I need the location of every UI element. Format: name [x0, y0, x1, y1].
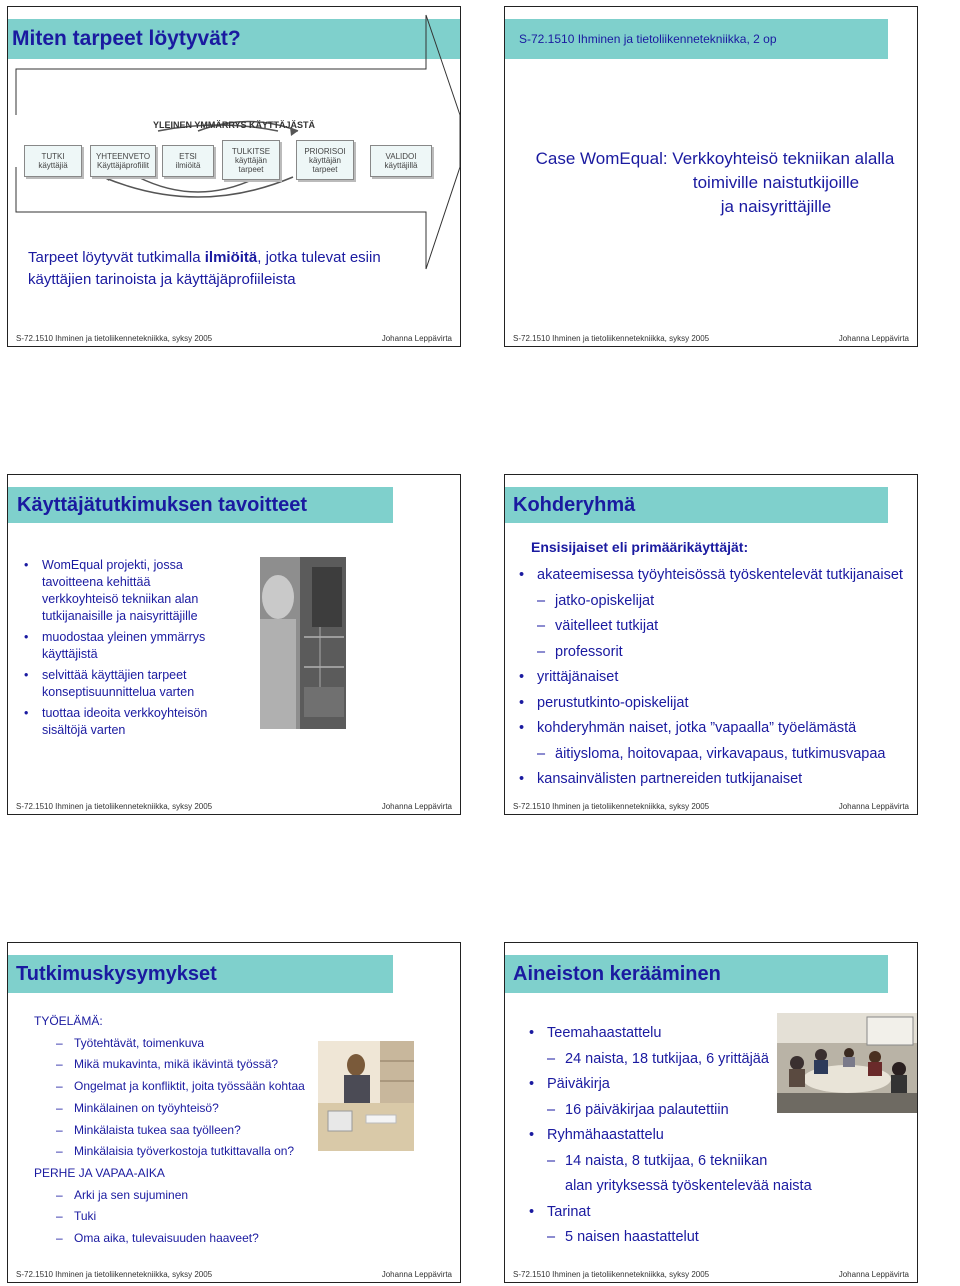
slide-case-womequal — [504, 6, 918, 347]
slide-footer: S-72.1510 Ihminen ja tietoliikennetekniikka, syksy 2005 Johanna Leppävirta — [513, 1270, 909, 1279]
slide-tutkimuskysymykset — [7, 942, 461, 1283]
list-heading: TYÖELÄMÄ: — [34, 1014, 103, 1028]
list-item: • yrittäjänaiset — [515, 665, 915, 691]
list-item: – Minkälaisia työverkostoja tutkittavalla on? — [34, 1141, 454, 1163]
list-item: – Minkälaista tukea saa työlleen? — [34, 1120, 454, 1142]
list-item: • Ryhmähaastattelu — [525, 1123, 905, 1149]
process-header-label: YLEINEN YMMÄRRYS KÄYTTÄJÄSTÄ — [152, 120, 315, 130]
list-item: – 14 naista, 8 tutkijaa, 6 tekniikan — [525, 1149, 905, 1175]
list-item: – 5 naisen haastattelut — [525, 1225, 905, 1251]
process-step-priorisoi: PRIORISOI käyttäjän tarpeet — [296, 140, 354, 180]
target-group-subheading: Ensisijaiset eli primäärikäyttäjät: — [531, 539, 749, 555]
slide-kohderyhma — [504, 474, 918, 815]
list-item: • akateemisessa työyhteisössä työskentelevät tutkijanaiset — [515, 563, 915, 589]
list-item: • selvittää käyttäjien tarpeet konseptisuunnittelua varten — [20, 667, 220, 701]
slide-tavoitteet — [7, 474, 461, 815]
list-item: – jatko-opiskelijat — [515, 589, 915, 615]
process-step-etsi: ETSI ilmiöitä — [162, 145, 214, 177]
list-item: – Mikä mukavinta, mikä ikävintä työssä? — [34, 1054, 454, 1076]
list-item: • tuottaa ideoita verkkoyhteisön sisältöjä varten — [20, 705, 220, 739]
list-item: – äitiysloma, hoitovapaa, virkavapaus, tutkimusvapaa — [515, 742, 915, 768]
list-item: – Arki ja sen sujuminen — [34, 1185, 454, 1207]
slide-miten-tarpeet — [7, 6, 461, 347]
research-questions-list — [34, 1011, 454, 1250]
list-item: • muodostaa yleinen ymmärrys käyttäjistä — [20, 629, 220, 663]
slide-body-text: Tarpeet löytyvät tutkimalla ilmiöitä, jotka tulevat esiin käyttäjien tarinoista ja käyttäjäprofiileista — [28, 249, 381, 288]
list-item: – väitelleet tutkijat — [515, 614, 915, 640]
list-item: – 16 päiväkirjaa palautettiin — [525, 1098, 905, 1124]
list-item: – Oma aika, tulevaisuuden haaveet? — [34, 1228, 454, 1250]
slide-aineiston-keraaminen — [504, 942, 918, 1283]
case-title: Case WomEqual: Verkkoyhteisö tekniikan alalla toimiville naistutkijoille ja naisyrittäjille — [535, 149, 895, 216]
slide-title-bar — [8, 955, 393, 993]
list-item: – Ongelmat ja konfliktit, joita työssään kohtaa — [34, 1076, 454, 1098]
slide-footer: S-72.1510 Ihminen ja tietoliikennetekniikka, syksy 2005 Johanna Leppävirta — [16, 334, 452, 343]
list-item: • kohderyhmän naiset, jotka ”vapaalla” työelämästä — [515, 716, 915, 742]
list-item: • Päiväkirja — [525, 1072, 905, 1098]
slide-footer: S-72.1510 Ihminen ja tietoliikennetekniikka, syksy 2005 Johanna Leppävirta — [513, 802, 909, 811]
process-step-validoi: VALIDOI käyttäjillä — [370, 145, 432, 177]
slide-title-bar — [505, 955, 888, 993]
target-group-list — [515, 563, 915, 793]
list-item: • Teemahaastattelu — [525, 1021, 905, 1047]
goals-list — [20, 557, 220, 739]
list-item: – 24 naista, 18 tutkijaa, 6 yrittäjää — [525, 1047, 905, 1073]
slide-title-bar — [505, 19, 888, 59]
slide-footer: S-72.1510 Ihminen ja tietoliikennetekniikka, syksy 2005 Johanna Leppävirta — [513, 334, 909, 343]
slide-title: Miten tarpeet löytyvät? — [12, 27, 241, 50]
slide-title-bar — [505, 487, 888, 523]
slide-title: Tutkimuskysymykset — [16, 962, 217, 985]
list-item-continued: alan yrityksessä työskentelevää naista — [565, 1178, 812, 1194]
list-item: • perustutkinto-opiskelijat — [515, 691, 915, 717]
slide-title-bar — [8, 487, 393, 523]
slide-title: Kohderyhmä — [513, 493, 636, 516]
data-collection-list — [525, 1021, 905, 1251]
list-item: • WomEqual projekti, jossa tavoitteena kehittää verkkoyhteisö tekniikan alan tutkijanaisille ja naisyrittäjille — [20, 557, 220, 625]
slide-title: Aineiston kerääminen — [513, 962, 721, 985]
list-item: – Minkälainen on työyhteisö? — [34, 1098, 454, 1120]
list-item: – professorit — [515, 640, 915, 666]
list-item: • Tarinat — [525, 1200, 905, 1226]
process-step-tulkitse: TULKITSE käyttäjän tarpeet — [222, 140, 280, 180]
slide-title: Käyttäjätutkimuksen tavoitteet — [17, 493, 308, 516]
list-item: – Työtehtävät, toimenkuva — [34, 1033, 454, 1055]
process-step-yhteenveto: YHTEENVETO Käyttäjäprofiilit — [90, 145, 156, 177]
process-step-tutki: TUTKI käyttäjiä — [24, 145, 82, 177]
slide-footer: S-72.1510 Ihminen ja tietoliikennetekniikka, syksy 2005 Johanna Leppävirta — [16, 802, 452, 811]
list-item: – Tuki — [34, 1206, 454, 1228]
list-item: • kansainvälisten partnereiden tutkijanaiset — [515, 767, 915, 793]
list-heading: PERHE JA VAPAA-AIKA — [34, 1165, 165, 1180]
researcher-photo — [260, 557, 346, 729]
slide-footer: S-72.1510 Ihminen ja tietoliikennetekniikka, syksy 2005 Johanna Leppävirta — [16, 1270, 452, 1279]
slide-title: S-72.1510 Ihminen ja tietoliikennetekniikka, 2 op — [519, 32, 777, 46]
